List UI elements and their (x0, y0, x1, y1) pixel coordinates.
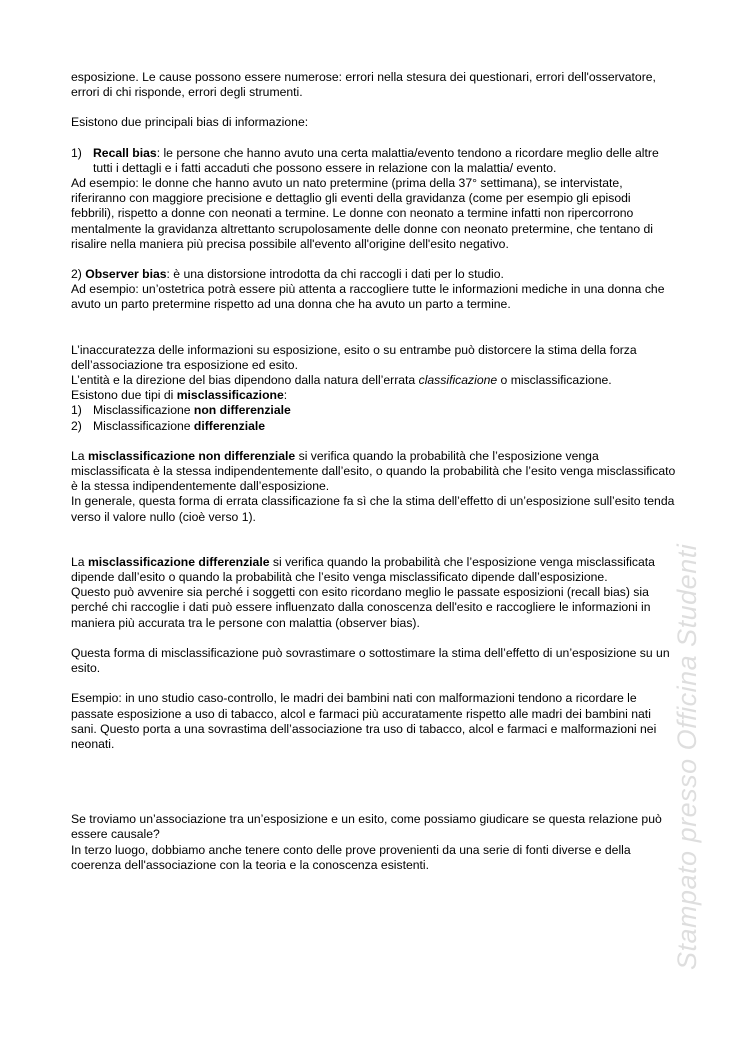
paragraph-two-types: Esistono due tipi di misclassificazione: (71, 388, 288, 403)
term-recall-bias: Recall bias (93, 145, 157, 160)
list-number: 1) (71, 145, 82, 160)
term-misclassificazione: misclassificazione (176, 388, 284, 403)
paragraph-third-point: In terzo luogo, dobbiamo anche tenere conto delle prove provenienti da una serie di fonti diverse e della coerenza dell'associazione con la teoria e la conoscenza esistenti. (71, 842, 631, 872)
paragraph-differential-causes: Questo può avvenire sia perché i soggetti con esito ricordano meglio le passate esposizioni (recall bias) sia perché chi raccoglie i dati può essere influenzato dalla conoscenza dell'esito e raccogliere le informazioni in maniera più accurata tra le persone con malattia (observer bias). (71, 585, 651, 630)
list-item-non-differential: 1) Misclassificazione non differenziale (71, 403, 291, 418)
paragraph-over-under-estimate: Questa forma di misclassificazione può sovrastimare o sottostimare la stima dell’effetto di un’esposizione su un esito. (71, 645, 670, 676)
list-number: 2) (71, 267, 82, 282)
paragraph-intro: esposizione. Le cause possono essere numerose: errori nella stesura dei questionari, errori dell'osservatore, errori di chi risponde, errori degli strumenti. (71, 70, 656, 100)
observer-bias-definition: : è una distorsione introdotta da chi raccogli i dati per lo studio. (166, 267, 504, 282)
term-non-differential: misclassificazione non differenziale (87, 448, 296, 463)
paragraph-causal-question: Se troviamo un’associazione tra un’esposizione e un esito, come possiamo giudicare se questa relazione può essere causale? (71, 812, 662, 842)
paragraph-case-control-example: Esempio: in uno studio caso-controllo, le madri dei bambini nati con malformazioni tendono a ricordare le passate esposizione a uso di tabacco, alcol e farmaci più accuratamente rispetto alle madri dei bambini nati sani. Questo porta a una sovrastima dell’associazione tra uso di tabacco, alcol e farmaci e malformazioni nei neonati. (71, 691, 657, 751)
paragraph-observer-example: Ad esempio: un’ostetrica potrà essere più attenta a raccogliere tutte le informazioni mediche in una donna che avuto un parto pretermine rispetto ad una donna che ha avuto un parto a termine. (71, 282, 665, 312)
paragraph-bias-types: Esistono due principali bias di informazione: (71, 115, 309, 130)
paragraph-observer-bias (71, 267, 676, 282)
paragraph-recall-example: Ad esempio: le donne che hanno avuto un nato pretermine (prima della 37° settimana), se intervistate, riferiranno con maggiore precisione e dettaglio gli eventi della gravidanza (come per esempio gli episodi febbrili), rispetto a donne con neonati a termine. Le donne con neonato a termine infatti non ripercorrono mentalmente la gravidanza altrettanto scrupolosamente delle donne con neonato pretermine, che tentano di risalire nella maniera più precisa possibile all'evento all'origine dell'esito negativo. (71, 176, 653, 251)
paragraph-differential: La misclassificazione differenziale si verifica quando la probabilità che l’esposizione venga misclassificata dipende dall’esito o quando la probabilità che l’esito venga misclassificato dipende dall’esposizione. (71, 554, 655, 585)
list-number: 1) (71, 403, 82, 418)
paragraph-null-bias: In generale, questa forma di errata classificazione fa sì che la stima dell’effetto di un’esposizione sull’esito tenda verso il valore nullo (cioè verso 1). (71, 494, 675, 524)
term-classificazione: classificazione (418, 373, 498, 388)
recall-bias-definition: : le persone che hanno avuto una certa malattia/evento tendono a ricordare meglio delle altre tutti i dettagli e i fatti accaduti che possono essere in relazione con la malattia/ evento. (93, 145, 659, 175)
watermark-stamp: Stampato presso Officina Studenti (672, 543, 702, 970)
term-differential: misclassificazione differenziale (87, 554, 270, 569)
list-number: 2) (71, 418, 82, 433)
paragraph-entity-direction: L’entità e la direzione del bias dipendono dalla natura dell’errata classificazione o misclassificazione. (71, 373, 612, 388)
list-item-recall-bias (71, 146, 676, 176)
list-item-differential: 2) Misclassificazione differenziale (71, 418, 266, 433)
term-observer-bias: Observer bias (85, 267, 167, 282)
paragraph-inaccuracy: L’inaccuratezza delle informazioni su esposizione, esito o su entrambe può distorcere la stima della forza dell’associazione tra esposizione ed esito. (71, 342, 637, 372)
paragraph-non-differential: La misclassificazione non differenziale si verifica quando la probabilità che l’esposizione venga misclassificata è la stessa indipendentemente dall’esito, o quando la probabilità che l’esito venga misclassificato è la stessa indipendentemente dall’esposizione. (71, 448, 676, 494)
document-page (71, 70, 676, 873)
